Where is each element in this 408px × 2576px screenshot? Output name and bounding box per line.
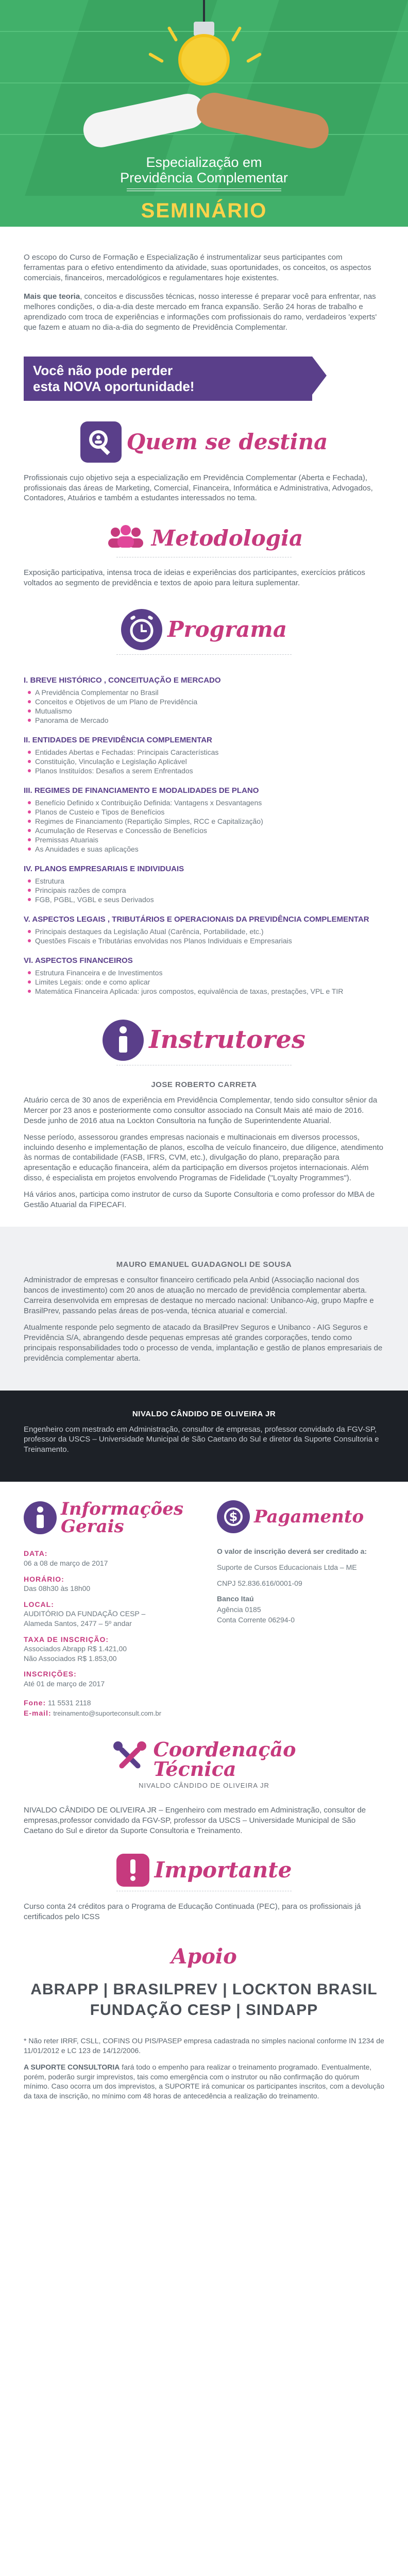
pagamento-bank: Banco Itaú [217,1595,254,1603]
module-item: Premissas Atuariais [24,835,384,844]
module-item: Principais destaques da Legislação Atual (Carência, Portabilidade, etc.) [24,927,384,936]
pagamento [217,1500,384,1724]
module-items [24,798,384,854]
module-item: A Previdência Complementar no Brasil [24,688,384,697]
module-items [24,688,384,725]
dollar-icon [217,1500,250,1533]
instructor-bio: Nesse período, assessorou grandes empresas nacionais e multinacionais em diversos processos, incluindo desenho e implementação de planos, escolha de veículo financeiro, due diligence, atendimento às normas de contabilidade (FASB, IFRS, CVM, etc.), divulgação do plano, preparação para apresentação e educação financeira, além da participação em diversos projetos internacionais. Além disso, é especialista em projetos envolvendo Programas de Fidelidade ("Loyalty Programmes"). [24,1132,383,1183]
email-link[interactable]: treinamento@suporteconsult.com.br [53,1709,162,1718]
module-item: As Anuidades e suas aplicações [24,844,384,854]
hero-seminario: SEMINÁRIO [141,199,267,222]
phone-label: Fone: [24,1698,46,1707]
lightbulb-cord [203,0,205,22]
phone-link[interactable]: 11 5531 2118 [48,1698,91,1707]
module-item: Planos Instituídos: Desafios a serem Enfrentados [24,766,384,775]
svg-text:$: $ [229,1510,238,1524]
data-label: DATA: [24,1549,48,1558]
tax-note: * Não reter IRRF, CSLL, COFINS OU PIS/PASEP empresa cadastrada no simples nacional conforme IN 1234 de 11/01/2012 e LC 123 de 14/12/2006. [24,2037,384,2055]
apoio-title: Apoio [171,1944,237,1969]
importante-text: Curso conta 24 créditos para o Programa de Educação Continuada (PEC), para os profissionais já certificados pelo ICSS [24,1902,361,1921]
module-items [24,748,384,775]
module-item: Mutualismo [24,706,384,716]
module-item: Questões Fiscais e Tributárias envolvidas nos Planos Individuais e Empresariais [24,936,384,945]
info-icon [24,1501,57,1534]
module-title: V. ASPECTOS LEGAIS , TRIBUTÁRIOS E OPERACIONAIS DA PREVIDÊNCIA COMPLEMENTAR [24,914,369,924]
hero-banner [0,0,408,227]
intro-paragraph: O escopo do Curso de Formação e Especialização é instrumentalizar seus participantes com ferramentas para o efetivo entendimento da atividade, suas oportunidades, os conceitos, os aspectos comerciais, financeiros, mercadológicos e regulamentares hoje existentes. [24,253,371,282]
module-title: I. BREVE HISTÓRICO , CONCEITUAÇÃO E MERCADO [24,676,221,685]
metodologia-title: Metodologia [151,526,303,551]
horario-value: Das 08h30 às 18h00 [24,1584,91,1593]
people-icon [105,524,146,553]
pagamento-agency: Agência 0185 [217,1605,261,1614]
coord-subtitle: NIVALDO CÂNDIDO DE OLIVEIRA JR [139,1781,269,1789]
coord-title: Coordenação [153,1737,296,1761]
quem-text: Profissionais cujo objetivo seja a especialização em Previdência Complementar (Aberta e Fechada), profissionais das áreas de Marketing, Comercial, Financeira, Informática e Administrativa, Advogados, Contadores, Atuários e também a estudantes interessados no tema. [24,473,373,503]
inscricoes-label: INSCRIÇÕES: [24,1670,77,1679]
module-items [24,876,384,904]
local-label: LOCAL: [24,1600,54,1608]
quem-title: Quem se destina [126,429,328,454]
module-item: FGB, PGBL, VGBL e seus Derivados [24,895,384,904]
instructor-card [0,1227,408,1390]
sponsor-line: FUNDAÇÃO CESP | SINDAPP [90,2002,318,2019]
programa-header [0,609,408,650]
intro-section [0,227,408,333]
pagamento-cnpj: CNPJ 52.836.616/0001-09 [217,1579,302,1587]
taxa-line: Associados Abrapp R$ 1.421,00 [24,1645,127,1653]
module-title: II. ENTIDADES DE PREVIDÊNCIA COMPLEMENTAR [24,736,212,745]
instructor-bio: Atuário cerca de 30 anos de experiência em Previdência Complementar, tendo sido consultor sênior da Mercer por 23 anos e posteriormente como consultor associado na Consult Mais até maio de 2016. Desde junho de 2016 atua na Lockton Consultoria na função de Superintendente Atuarial. [24,1095,378,1125]
local-line: AUDITÓRIO DA FUNDAÇÃO CESP – [24,1609,146,1618]
programa-list [0,655,408,996]
horario-label: HORÁRIO: [24,1574,64,1583]
inscricoes-value: Até 01 de março de 2017 [24,1680,105,1688]
clock-icon [121,609,162,650]
hero-line1: Especialização em [146,155,262,170]
metodologia-header [0,524,408,553]
lightbulb-icon [178,34,230,86]
pagamento-text: O valor de inscrição deverá ser creditado a: [217,1547,367,1556]
info-title: Gerais [61,1516,124,1537]
module-items [24,968,384,996]
programa-title: Programa [167,617,287,642]
coord-title: Técnica [153,1757,236,1781]
instructor-name: MAURO EMANUEL GUADAGNOLI DE SOUSA [116,1260,292,1269]
importante-header [0,1854,408,1887]
instructor-card [0,1065,408,1227]
hero-title [0,155,408,225]
pagamento-text: Suporte de Cursos Educacionais Ltda – ME [217,1563,357,1571]
policy-text: fará todo o empenho para realizar o treinamento programado. Eventualmente, porém, poderão surgir imprevistos, tais como emergência com o instrutor ou não confirmação do quórum mínimo. Caso ocorra um dos imprevistos, a SUPORTE irá comunicar os participantes inscritos, com a devolução da taxa de inscrição, no mínimo com 48 horas de antecedência a realização do treinamento. [24,2063,385,2100]
banner-line1: Você não pode perder [33,362,173,378]
module-item: Benefício Definido x Contribuição Definida: Vantagens x Desvantagens [24,798,384,807]
coord-header [0,1737,408,1781]
module-title: IV. PLANOS EMPRESARIAIS E INDIVIDUAIS [24,865,184,873]
info-icon [103,1020,144,1061]
module-item: Limites Legais: onde e como aplicar [24,977,384,987]
opportunity-banner [24,357,312,401]
sponsor-list [0,1979,408,2021]
importante-body [0,1891,408,1922]
banner-line2: esta NOVA oportunidade! [33,378,195,394]
module-items [24,927,384,945]
magnifier-icon [80,421,122,463]
exclamation-icon [116,1854,149,1887]
taxa-label: TAXA DE INSCRIÇÃO: [24,1635,109,1643]
module-item: Constituição, Vinculação e Legislação Aplicável [24,757,384,766]
instrutores-title: Instrutores [149,1025,305,1054]
module-item: Matemática Financeira Aplicada: juros compostos, equivalência de taxas, prestações, VPL e TIR [24,987,384,996]
instructor-bio: Há vários anos, participa como instrutor de curso da Suporte Consultoria e como professor do MBA de Gestão Atuarial da FIPECAFI. [24,1190,375,1210]
email-label: E-mail: [24,1709,52,1718]
instructor-bio: Engenheiro com mestrado em Administração, consultor de empresas, professor convidado da FGV-SP, professor da USCS – Universidade Municipal de São Caetano do Sul e diretor da Suporte Consultoria e Treinamento. [24,1425,379,1454]
intro-text: , conceitos e discussões técnicas, nosso interesse é preparar você para enfrentar, nas melhores condições, o dia-a-dia deste mercado em franca expansão. Serão 24 horas de trabalho e aprendizado com troca de experiências e informações com profissionais do ramo, verdadeiros 'experts' que fazem e atuam no dia-a-dia do segmento de Previdência Complementar. [24,292,377,332]
policy-lead: A SUPORTE CONSULTORIA [24,2063,120,2072]
info-title: Informações [61,1499,183,1520]
coord-body [0,1790,408,1836]
module-item: Regimes de Financiamento (Repartição Simples, RCC e Capitalização) [24,817,384,826]
taxa-value [24,1644,191,1663]
module-item: Entidades Abertas e Fechadas: Principais Características [24,748,384,757]
info-gerais [24,1500,191,1724]
pagamento-title: Pagamento [254,1506,364,1527]
module-title: VI. ASPECTOS FINANCEIROS [24,956,133,965]
module-item: Panorama de Mercado [24,716,384,725]
phone [24,1698,191,1708]
module-item: Conceitos e Objetivos de um Plano de Previdência [24,697,384,706]
policy-note [24,2062,384,2100]
notes-section [0,2021,408,2101]
pagamento-account: Conta Corrente 06294-0 [217,1616,295,1624]
instrutores-header [0,1020,408,1061]
metodologia-body [0,557,408,588]
coord-text: NIVALDO CÂNDIDO DE OLIVEIRA JR – Engenheiro com mestrado em Administração, consultor de empresas,professor convidado da FGV-SP, professor da USCS – Universidade Municipal de São Caetano do Sul e diretor da Suporte Consultoria e Treinamento. [24,1806,366,1835]
data-value: 06 a 08 de março de 2017 [24,1558,108,1567]
instructor-name: NIVALDO CÂNDIDO DE OLIVEIRA JR [132,1409,276,1418]
quem-header [0,421,408,463]
module-title: III. REGIMES DE FINANCIAMENTO E MODALIDADES DE PLANO [24,786,259,795]
tools-icon [112,1740,148,1779]
local-line: Alameda Santos, 2477 – 5º andar [24,1619,132,1628]
instructor-bio: Atualmente responde pelo segmento de atacado da BrasilPrev Seguros e Unibanco - AIG Seguros e Previdência S/A, abrangendo desde pequenas empresas até grandes corporações, tendo como principais responsabilidades todo o processo de venda, implantação e gestão de planos empresariais de previdência complementar aberta. [24,1323,383,1363]
instructor-card [0,1391,408,1482]
quem-body [0,463,408,504]
importante-title: Importante [154,1857,292,1883]
intro-lead: Mais que teoria [24,292,80,301]
instructor-name: JOSE ROBERTO CARRETA [151,1080,257,1089]
local-value [24,1609,191,1628]
instructor-bio: Administrador de empresas e consultor financeiro certificado pela Anbid (Associação nacional dos bancos de investimento) com 20 anos de atuação no mercado de previdência complementar aberta. Carreira desenvolvida em empresas de destaque no mercado nacional: Unibanco-Aig, grupo Mapfre e BrasilPrev, passando pelas áreas de pos-venda, técnica atuarial e comercial. [24,1276,374,1315]
module-item: Planos de Custeio e Tipos de Benefícios [24,807,384,817]
intro-paragraph [24,292,384,333]
module-item: Estrutura [24,876,384,886]
module-item: Estrutura Financeira e de Investimentos [24,968,384,977]
metodologia-text: Exposição participativa, intensa troca de ideias e experiências dos participantes, exercícios práticos voltados ao segmento de previdência e textos de apoio para leitura suplementar. [24,568,365,588]
taxa-line: Não Associados R$ 1.853,00 [24,1654,117,1663]
info-section [0,1482,408,1724]
module-item: Principais razões de compra [24,886,384,895]
hero-line2: Previdência Complementar [120,170,288,185]
email [24,1708,191,1718]
sponsor-line: ABRAPP | BRASILPREV | LOCKTON BRASIL [30,1981,378,1998]
module-item: Acumulação de Reservas e Concessão de Benefícios [24,826,384,835]
